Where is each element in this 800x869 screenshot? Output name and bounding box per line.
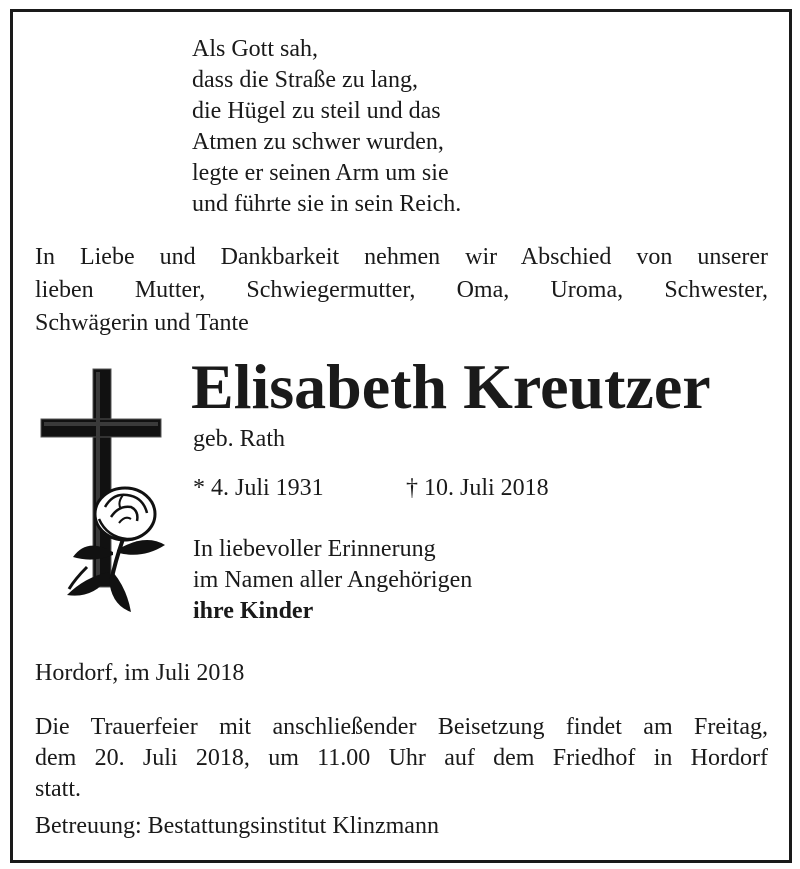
cross-icon [35,367,175,617]
birth-date: * 4. Juli 1931 [193,475,324,501]
funeral-line: Die Trauerfeier mit anschließender Beisetzung findet am Freitag, [35,714,768,740]
intro-line: In Liebe und Dankbarkeit nehmen wir Abschied von unserer [35,244,768,270]
poem [192,34,461,220]
poem-line: Als Gott sah, [192,36,318,62]
obituary-card [10,9,792,863]
undertaker: Betreuung: Bestattungsinstitut Klinzmann [35,813,439,839]
rose-icon [67,488,165,612]
poem-line: Atmen zu schwer wurden, [192,129,444,155]
remembrance [193,534,472,627]
remembrance-line: In liebevoller Erinnerung [193,536,436,562]
poem-line: dass die Straße zu lang, [192,67,418,93]
maiden-name: geb. Rath [193,426,285,452]
funeral-line: dem 20. Juli 2018, um 11.00 Uhr auf dem Friedhof in Hordorf [35,745,768,771]
poem-line: die Hügel zu steil und das [192,98,441,124]
death-date: † 10. Juli 2018 [406,475,549,501]
poem-line: und führte sie in sein Reich. [192,191,462,217]
remembrance-line: im Namen aller Angehörigen [193,567,473,593]
cross-with-rose [35,367,175,617]
intro-line: Schwägerin und Tante [35,310,249,336]
poem-line: legte er seinen Arm um sie [192,160,449,186]
deceased-name: Elisabeth Kreutzer [191,351,711,422]
funeral-notice [35,712,768,805]
funeral-line: statt. [35,776,81,802]
place-date: Hordorf, im Juli 2018 [35,660,245,686]
intro-text [35,241,768,340]
intro-line: lieben Mutter, Schwiegermutter, Oma, Uroma, Schwester, [35,277,768,303]
signature: ihre Kinder [193,598,314,624]
